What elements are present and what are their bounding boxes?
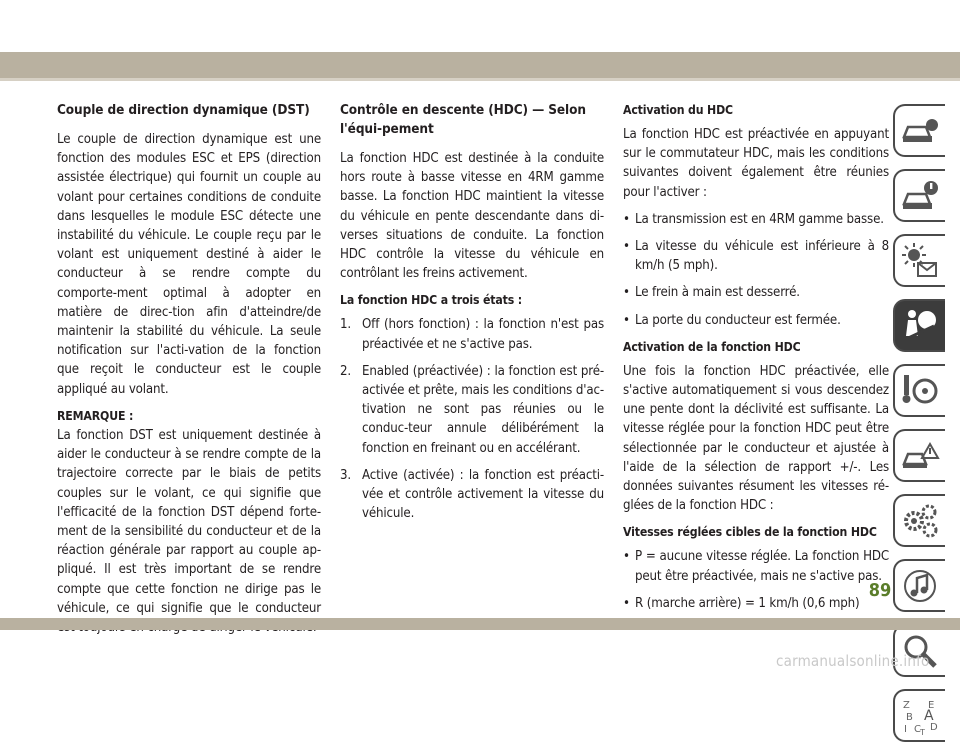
column-dst [57,101,321,645]
tab-lights-message[interactable] [893,234,945,287]
bullet-mark: • [623,312,630,328]
car-warning-icon [900,176,940,216]
list-text: Active (activée) : la fonction est préacti-vée et contrôle activement la vitesse du véhicule. [362,467,604,522]
list-item [340,362,604,458]
bullet-text: Le frein à main est desserré. [635,285,800,301]
hdc-paragraph: La fonction HDC est destinée à la conduite hors route à basse vitesse en 4RM gamme basse. La fonction HDC maintient la vitesse du véhicule en pente descendante dans di-verses situations de conduite. La fonction HDC contrôle la vitesse du véhicule en contrôlant les freins activement. [340,151,604,282]
bullet-mark: • [623,211,630,227]
index-letter: T [920,727,925,736]
target-speeds-subheading: Vitesses réglées cibles de la fonction HDC [623,525,877,540]
bullet-mark: • [623,595,630,611]
list-number: 2. [340,363,352,379]
steering-wheel-icon [900,371,940,411]
bullet-item [623,237,889,275]
index-letter: B [906,711,913,723]
bullet-text: P = aucune vitesse réglée. La fonction HDC peut être préactivée, mais ne s'active pas. [635,549,889,584]
bullet-text: La vitesse du véhicule est inférieure à 8 km/h (5 mph). [635,239,889,274]
bullet-text: La porte du conducteur est fermée. [635,312,841,328]
tab-steering[interactable] [893,364,945,417]
index-letter: D [930,721,938,733]
header-rule [0,78,960,81]
list-item [340,315,604,353]
tab-multimedia[interactable] [893,559,945,612]
index-letters-icon [900,696,940,736]
car-info-icon [900,111,940,151]
roadside-warning-icon [900,436,940,476]
bullet-text: R (marche arrière) = 1 km/h (0,6 mph) [635,595,860,611]
tab-service[interactable] [893,494,945,547]
header-band [0,52,960,78]
tab-safety[interactable] [893,299,945,352]
bullet-item [623,547,889,585]
activation-function-subheading: Activation de la fonction HDC [623,339,801,354]
index-letter: E [928,699,935,711]
hdc-heading: Contrôle en descente (HDC) — Selon l'équi-pement [340,102,586,137]
bullet-item [623,311,889,330]
tab-roadside[interactable] [893,429,945,482]
bullet-item [623,210,889,229]
lights-message-icon [900,241,940,281]
bullet-mark: • [623,239,630,255]
page-number: 89 [868,580,892,601]
list-number: 3. [340,467,352,483]
index-letter: A [924,707,934,724]
activation-subheading: Activation du HDC [623,103,733,117]
safety-airbag-icon [900,306,940,346]
bullet-mark: • [623,285,630,301]
bullet-text: La transmission est en 4RM gamme basse. [635,211,884,227]
list-item [340,466,604,524]
watermark: carmanualsonline.info [776,652,930,670]
hdc-states-subheading: La fonction HDC a trois états : [340,293,522,308]
list-number: 1. [340,317,352,333]
column-hdc-activation [623,101,889,621]
index-letter: I [904,723,907,735]
list-text: Enabled (préactivée) : la fonction est pré-activée et prête, mais les conditions d'ac-tivation ne sont pas réunies ou le conduc-teur annule délibérément la fonction en freinant ou en accélérant. [362,363,604,456]
activation-paragraph: La fonction HDC est préactivée en appuyant sur le commutateur HDC, mais les conditions suivantes doivent également être réunies pour l'activer : [623,127,889,200]
bullet-item [623,283,889,302]
index-letter: C [914,723,921,735]
footer-band [0,618,960,630]
tab-car-warning[interactable] [893,169,945,222]
tab-index[interactable] [893,689,945,742]
dst-paragraph: Le couple de direction dynamique est une fonction des modules ESC et EPS (direction assistée électrique) qui fournit un couple au volant pour certaines conditions de conduite dans lesquelles le module ESC détecte une instabilité du véhicule. Le couple reçu par le volant est uniquement destiné à aider le conducteur à se rendre compte du comporte-ment optimal à adopter en matière de direc-tion afin d'atteindre/de maintenir la stabilité du véhicule. La seule notification sur l'acti-vation de la fonction que reçoit le conducteur est le couple appliqué au volant. [57,132,321,397]
note-title: REMARQUE : [57,408,134,423]
multimedia-music-icon [900,566,940,606]
list-text: Off (hors fonction) : la fonction n'est pas préactivée et ne s'active pas. [362,317,604,352]
bullet-mark: • [623,549,630,565]
bullet-item [623,594,889,613]
tab-car-info[interactable] [893,104,945,157]
gears-service-icon [900,501,940,541]
note-text: La fonction DST est uniquement destinée à aider le conducteur à se rendre compte de la trajectoire correcte par le biais de petits couples sur le volant, ce qui signifie que l'efficacité de la fonction DST dépend forte-ment de la sensibilité du conducteur et de la réaction générale par rapport au couple ap-pliqué. Il est très important de se rendre compte que cette fonction ne dirige pas le véhicule, ce qui signifie que le conducteur [57,428,321,616]
column-hdc [340,101,604,531]
activation-function-paragraph: Une fois la fonction HDC préactivée, elle s'active automatiquement si vous descendez une pente dont la déclivité est suffisante. La vitesse réglée pour la fonction HDC peut être sélectionnée par le conducteur et ajustée à l'aide de la sélection de rapport +/-. Les données suivantes résument les vitesses ré-glées de la fonction HDC : [623,363,889,514]
index-letter: Z [903,699,910,711]
dst-heading: Couple de direction dynamique (DST) [57,102,310,118]
